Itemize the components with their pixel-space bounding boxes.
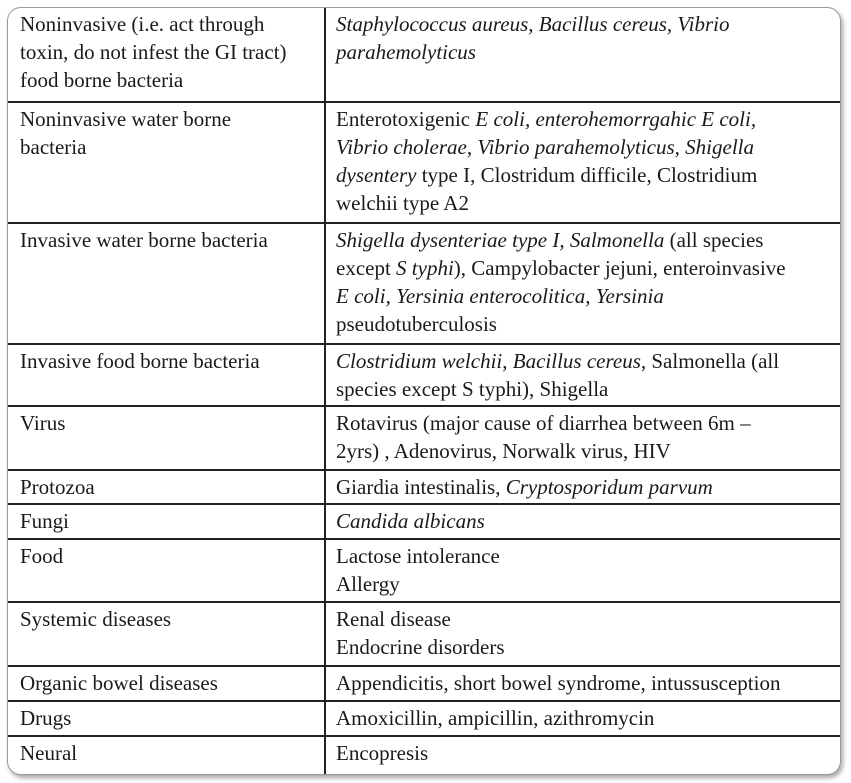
text: type I, Clostridum difficile, Clostridium bbox=[416, 163, 758, 187]
causes-cell bbox=[325, 504, 840, 539]
category-text: bacteria bbox=[20, 135, 87, 159]
category-text: food borne bacteria bbox=[20, 68, 184, 92]
text: Allergy bbox=[336, 572, 400, 596]
category-text: Noninvasive water borne bbox=[20, 107, 232, 131]
text: , bbox=[502, 349, 513, 373]
text: Endocrine disorders bbox=[336, 635, 505, 659]
italic-text: Candida albicans bbox=[336, 509, 485, 533]
table-row bbox=[8, 102, 840, 223]
table-row bbox=[8, 602, 840, 666]
italic-text: S typhi bbox=[396, 256, 454, 280]
text: Lactose intolerance bbox=[336, 544, 500, 568]
category-cell bbox=[8, 539, 325, 602]
category-text: Fungi bbox=[20, 509, 70, 533]
causes-line bbox=[336, 10, 832, 38]
causes-line bbox=[336, 254, 832, 282]
causes-cell bbox=[325, 539, 840, 602]
category-text: toxin, do not infest the GI tract) bbox=[20, 40, 287, 64]
category-text: Organic bowel diseases bbox=[20, 671, 218, 695]
category-cell bbox=[8, 406, 325, 470]
italic-text: Clostridium welchii bbox=[336, 349, 503, 373]
text: Amoxicillin, ampicillin, azithromycin bbox=[336, 706, 655, 730]
table-row bbox=[8, 470, 840, 504]
causes-line bbox=[336, 409, 832, 437]
causes-line bbox=[336, 161, 832, 189]
category-cell bbox=[8, 701, 325, 736]
italic-text: Cryptosporidum parvum bbox=[505, 475, 713, 499]
text: Appendicitis, short bowel syndrome, intussusception bbox=[336, 671, 781, 695]
causes-line bbox=[336, 375, 832, 403]
text: 2yrs) , Adenovirus, Norwalk virus, HIV bbox=[336, 439, 671, 463]
causes-cell bbox=[325, 406, 840, 470]
category-cell bbox=[8, 102, 325, 223]
table-row bbox=[8, 539, 840, 602]
category-text: Invasive water borne bacteria bbox=[20, 228, 268, 252]
text: welchii type A2 bbox=[336, 191, 469, 215]
table-row bbox=[8, 666, 840, 701]
causes-line bbox=[336, 226, 832, 254]
causes-cell bbox=[325, 8, 840, 102]
category-text: Virus bbox=[20, 411, 66, 435]
causes-line bbox=[336, 189, 832, 217]
italic-text: E coli, enterohemorrgahic E coli, bbox=[475, 107, 757, 131]
table-row bbox=[8, 8, 840, 102]
italic-text: E coli, Yersinia enterocolitica, Yersinia bbox=[336, 284, 664, 308]
table-frame bbox=[7, 7, 841, 775]
causes-cell bbox=[325, 223, 840, 344]
table-row bbox=[8, 701, 840, 736]
table-row bbox=[8, 344, 840, 406]
italic-text: Bacillus cereus bbox=[512, 349, 641, 373]
italic-text: Shigella dysenteriae type I, Salmonella bbox=[336, 228, 665, 252]
text: species except S typhi), Shigella bbox=[336, 377, 609, 401]
causes-cell bbox=[325, 602, 840, 666]
causes-line bbox=[336, 347, 832, 375]
causes-cell bbox=[325, 701, 840, 736]
category-cell bbox=[8, 223, 325, 344]
causes-line bbox=[336, 133, 832, 161]
causes-cell bbox=[325, 344, 840, 406]
text: except bbox=[336, 256, 397, 280]
causes-line bbox=[336, 605, 832, 633]
causes-table bbox=[8, 8, 840, 775]
causes-line bbox=[336, 38, 832, 66]
category-text: Drugs bbox=[20, 706, 72, 730]
text: ), Campylobacter jejuni, enteroinvasive bbox=[453, 256, 786, 280]
italic-text: Vibrio cholerae, Vibrio parahemolyticus, Shigella bbox=[336, 135, 754, 159]
category-cell bbox=[8, 736, 325, 775]
causes-line bbox=[336, 437, 832, 465]
category-cell bbox=[8, 602, 325, 666]
table-row bbox=[8, 223, 840, 344]
causes-line bbox=[336, 570, 832, 598]
text: Rotavirus (major cause of diarrhea between 6m – bbox=[336, 411, 751, 435]
italic-text: dysentery bbox=[336, 163, 417, 187]
causes-line bbox=[336, 473, 832, 501]
causes-cell bbox=[325, 102, 840, 223]
text: (all species bbox=[664, 228, 764, 252]
text: Enterotoxigenic bbox=[336, 107, 476, 131]
italic-text: parahemolyticus bbox=[336, 40, 476, 64]
causes-line bbox=[336, 507, 832, 535]
causes-line bbox=[336, 105, 832, 133]
text: Renal disease bbox=[336, 607, 451, 631]
table-row bbox=[8, 736, 840, 775]
causes-line bbox=[336, 739, 832, 767]
text: Encopresis bbox=[336, 741, 429, 765]
text: , Salmonella (all bbox=[640, 349, 780, 373]
category-cell bbox=[8, 470, 325, 504]
category-text: Food bbox=[20, 544, 64, 568]
causes-cell bbox=[325, 736, 840, 775]
table-row bbox=[8, 406, 840, 470]
category-cell bbox=[8, 504, 325, 539]
text: pseudotuberculosis bbox=[336, 312, 497, 336]
category-text: Neural bbox=[20, 741, 78, 765]
category-text: Systemic diseases bbox=[20, 607, 172, 631]
causes-line bbox=[336, 704, 832, 732]
causes-line bbox=[336, 542, 832, 570]
category-cell bbox=[8, 666, 325, 701]
causes-line bbox=[336, 282, 832, 310]
causes-cell bbox=[325, 666, 840, 701]
category-text: Invasive food borne bacteria bbox=[20, 349, 260, 373]
causes-cell bbox=[325, 470, 840, 504]
table-row bbox=[8, 504, 840, 539]
category-cell bbox=[8, 344, 325, 406]
causes-line bbox=[336, 669, 832, 697]
category-text: Protozoa bbox=[20, 475, 95, 499]
category-cell bbox=[8, 8, 325, 102]
text: Giardia intestinalis, bbox=[336, 475, 506, 499]
causes-line bbox=[336, 310, 832, 338]
causes-line bbox=[336, 633, 832, 661]
category-text: Noninvasive (i.e. act through bbox=[20, 12, 265, 36]
italic-text: Staphylococcus aureus, Bacillus cereus, Vibrio bbox=[336, 12, 730, 36]
